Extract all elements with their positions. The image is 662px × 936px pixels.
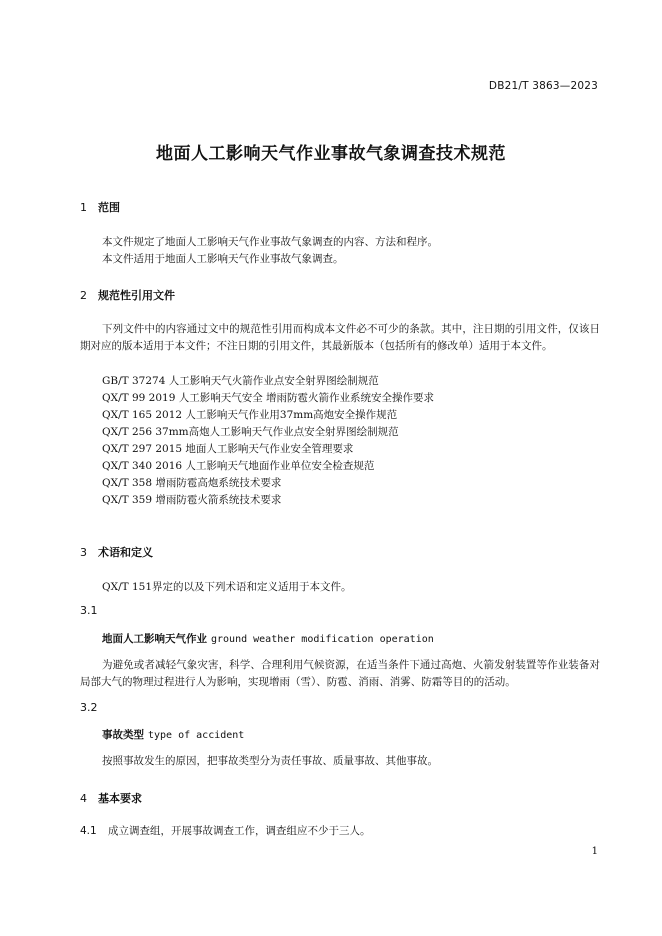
reference-item: QX/T 297 2015 地面人工影响天气作业安全管理要求: [102, 443, 354, 455]
term-3-2: [102, 727, 244, 742]
term-3-1-chinese: 地面人工影响天气作业: [102, 633, 207, 645]
section-2-number: 2: [80, 289, 87, 302]
section-2-title: 规范性引用文件: [98, 289, 175, 302]
section-4-heading: [80, 790, 142, 806]
requirement-4-1-number: 4.1: [80, 825, 97, 837]
term-3-1-definition: 为避免或者减轻气象灾害，科学、合理利用气候资源，在适当条件下通过高炮、火箭发射装置等作业装备对局部大气的物理过程进行人为影响，实现增雨（雪）、防雹、消雨、消雾、防霜等目的的活动。: [80, 659, 600, 688]
reference-item: QX/T 358 增雨防雹高炮系统技术要求: [102, 477, 282, 489]
scope-paragraph-2: 本文件适用于地面人工影响天气作业事故气象调查。: [102, 253, 344, 265]
section-2-heading: [80, 287, 175, 303]
section-4-title: 基本要求: [98, 792, 142, 805]
standard-code: DB21/T 3863—2023: [488, 80, 598, 92]
term-3-2-definition: 按照事故发生的原因，把事故类型分为责任事故、质量事故、其他事故。: [102, 755, 438, 767]
section-1-title: 范围: [98, 201, 120, 214]
term-3-1-number: 3.1: [80, 604, 98, 617]
term-3-2-english: type of accident: [148, 730, 245, 741]
requirement-4-1-text: 成立调查组，开展事故调查工作，调查组应不少于三人。: [108, 825, 371, 837]
reference-item: QX/T 340 2016 人工影响天气地面作业单位安全检查规范: [102, 460, 375, 472]
section-1-heading: [80, 199, 120, 215]
reference-item: QX/T 165 2012 人工影响天气作业用37mm高炮安全操作规范: [102, 409, 398, 421]
normative-intro: 下列文件中的内容通过文中的规范性引用而构成本文件必不可少的条款。其中，注日期的引用文件，仅该日期对应的版本适用于本文件；不注日期的引用文件，其最新版本（包括所有的修改单）适用于本文件。: [80, 323, 600, 352]
section-3-heading: [80, 544, 153, 560]
term-3-2-chinese: 事故类型: [102, 729, 144, 741]
term-3-1-english: ground weather modification operation: [211, 634, 434, 645]
page-number: 1: [591, 846, 598, 857]
scope-paragraph-1: 本文件规定了地面人工影响天气作业事故气象调查的内容、方法和程序。: [102, 236, 438, 248]
reference-item: QX/T 256 37mm高炮人工影响天气作业点安全射界图绘制规范: [102, 426, 399, 438]
section-3-number: 3: [80, 546, 87, 559]
section-4-number: 4: [80, 792, 87, 805]
reference-item: GB/T 37274 人工影响天气火箭作业点安全射界图绘制规范: [102, 375, 379, 387]
section-3-title: 术语和定义: [98, 546, 153, 559]
terms-intro: QX/T 151界定的以及下列术语和定义适用于本文件。: [102, 581, 352, 593]
term-3-1: [102, 631, 434, 646]
document-title: 地面人工影响天气作业事故气象调查技术规范: [156, 144, 506, 164]
requirement-4-1: [80, 823, 371, 838]
reference-item: QX/T 99 2019 人工影响天气安全 增雨防雹火箭作业系统安全操作要求: [102, 392, 435, 404]
section-1-number: 1: [80, 201, 87, 214]
reference-item: QX/T 359 增雨防雹火箭系统技术要求: [102, 494, 282, 506]
term-3-2-number: 3.2: [80, 701, 98, 714]
